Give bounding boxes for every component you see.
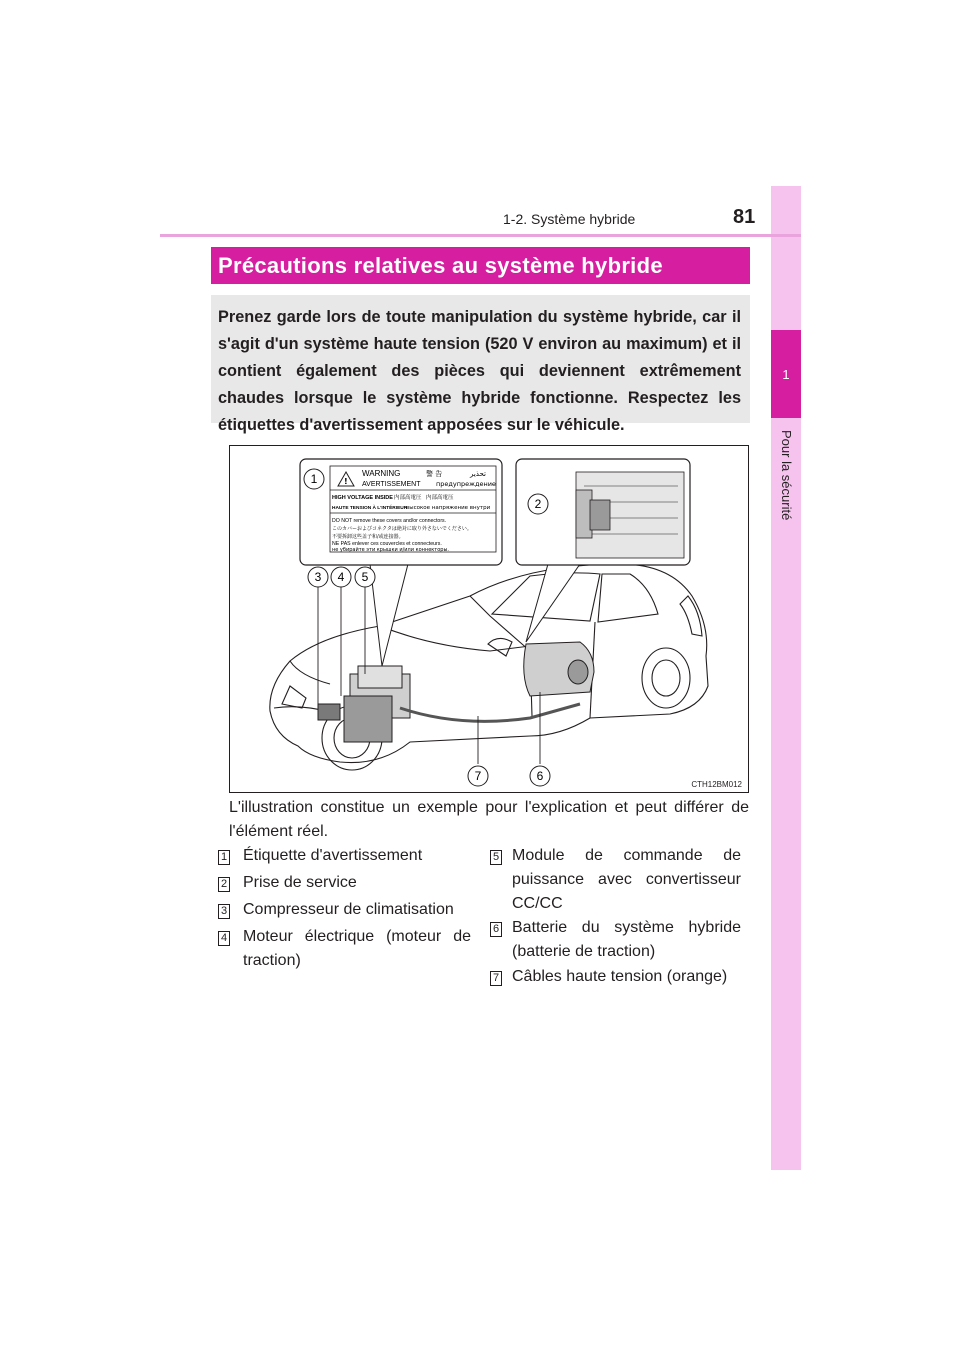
label-high-voltage-cn: 内部高電压: [426, 495, 454, 501]
label-warning: WARNING: [362, 469, 401, 478]
legend-num-2: 2: [218, 877, 230, 892]
callout-2: 2: [534, 497, 542, 511]
warning-triangle-icon: !: [344, 477, 348, 486]
label-high-voltage-ru: высокое напряжение внутри: [406, 505, 491, 511]
callout-3: 3: [314, 570, 322, 584]
legend-text-7: Câbles haute tension (orange): [512, 968, 728, 985]
intro-box: [211, 295, 750, 434]
legend-num-5: 5: [490, 850, 502, 865]
header-rule: [160, 234, 801, 237]
legend-text-4: Moteur électrique (moteur de traction): [243, 928, 471, 969]
hybrid-battery: [524, 642, 594, 696]
label-text-en: DO NOT remove these covers and/or connectors.: [332, 518, 447, 524]
page-number: 81: [733, 206, 756, 228]
label-text-ru: не убирайте эти крышки и/или коннекторы.: [332, 547, 449, 553]
page-title: Précautions relatives au système hybride: [211, 247, 750, 284]
callout-6: 6: [536, 769, 544, 783]
side-tab-chapter-number: 1: [771, 330, 801, 418]
legend-text-2: Prise de service: [243, 874, 357, 891]
label-high-voltage: HIGH VOLTAGE INSIDE: [332, 495, 393, 501]
label-text-cn: 不要拆卸这些盖子和/或连接器。: [332, 534, 404, 540]
service-plug-zoom: [516, 459, 690, 642]
label-haute-tension: HAUTE TENSION À L'INTÉRIEUR: [332, 506, 408, 511]
label-warning-ru: предупреждение: [436, 480, 496, 488]
callout-4: 4: [337, 570, 345, 584]
label-warning-ar: تحذير: [470, 470, 486, 478]
label-text-fr: NE PAS enlever ces couvercles et connecteurs.: [332, 541, 442, 547]
callout-7: 7: [474, 769, 482, 783]
label-text-jp: このカバーおよびコネクタは絶対に取り外さないでください。: [332, 526, 472, 532]
legend-num-3: 3: [218, 904, 230, 919]
label-high-voltage-jp: 内部高電圧: [394, 495, 422, 501]
side-tab-chapter-label: Pour la sécurité: [779, 430, 794, 521]
legend-text-1: Étiquette d'avertissement: [243, 847, 423, 864]
legend-num-7: 7: [490, 971, 502, 986]
legend-num-4: 4: [218, 931, 230, 946]
callout-1: 1: [310, 472, 318, 486]
label-avertissement: AVERTISSEMENT: [362, 481, 421, 488]
legend-text-6: Batterie du système hybride (batterie de traction): [512, 919, 741, 960]
section-title: 1-2. Système hybride: [503, 211, 636, 227]
legend-text-5: Module de commande de puissance avec convertisseur CC/CC: [512, 847, 741, 912]
label-warning-jp: 警 告: [426, 470, 443, 478]
image-code: CTH12BM012: [691, 780, 742, 789]
legend-num-6: 6: [490, 922, 502, 937]
callout-5: 5: [361, 570, 369, 584]
illustration-caption: L'illustration constitue un exemple pour l'explication et peut différer de l'élément réel.: [229, 799, 749, 840]
hybrid-system-illustration: [229, 445, 749, 793]
legend-text-3: Compresseur de climatisation: [243, 901, 454, 918]
car-diagram: [230, 446, 749, 793]
warning-label-zoom: [300, 459, 502, 666]
car-outline: [270, 564, 708, 770]
legend-num-1: 1: [218, 850, 230, 865]
intro-text: Prenez garde lors de toute manipulation du système hybride, car il s'agit d'un système haute tension (520 V environ au maximum) et il contient également des pièces qui deviennent extrêmement chaudes lorsque le système hybride fonctionne. Respectez les étiquettes d'avertissement apposées sur le véhicule.: [218, 308, 741, 434]
